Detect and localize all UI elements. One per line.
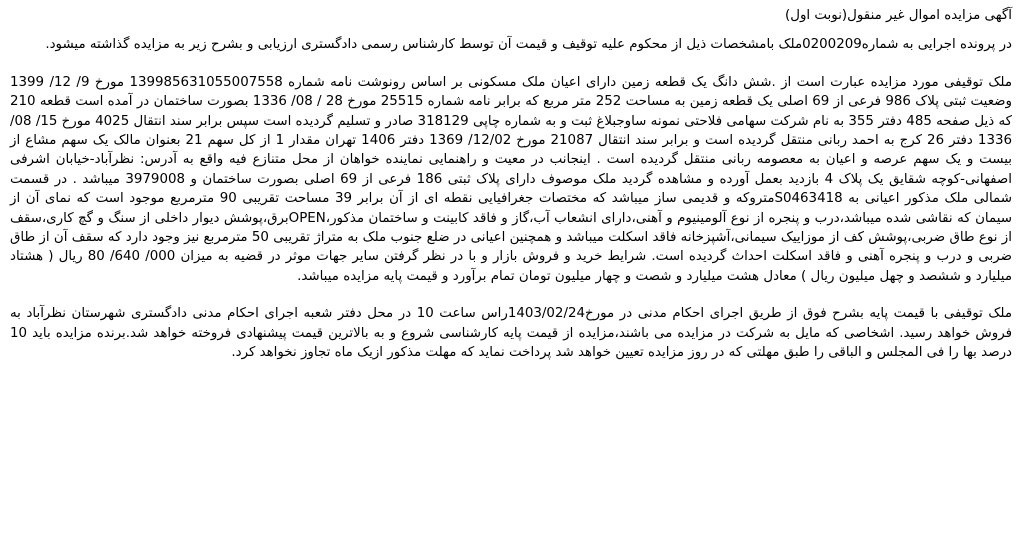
notice-paragraph-property-description: ملک توقیفی مورد مزایده عبارت است از .شش دانگ یک قطعه زمین دارای اعیان ملک مسکونی بر اساس رونوشت نامه شماره 13998563105500755‌8 مورخ 9/ 12/ 1399 وضعیت ثبتی پلاک 986 فرعی از 69 اصلی یک قطعه زمین به مساحت 252 متر مربع که برابر نامه شماره 25515 مورخ 28 / 08/ 1336 بصورت ساختمان در آمده است قطعه 210 که ذیل صفحه 485 دفتر 355 به نام شرکت سهامی فلاحتی نمونه ساوجبلاغ ثبت و به شماره چاپی 318129 صادر و تسلیم گردیده است سپس برابر سند انتقال 4025 مورخ 15/ 08/ 1336 دفتر 26 کرج به احمد ربانی منتقل گردیده است و برابر سند انتقال 21087 مورخ 12/02/ 1369 دفتر 1406 تهران مقدار 1 از کل سهم 21 بعنوان مالک یک سهم مشاع از بیست و یک سهم عرصه و اعیان به معصومه ربانی منتقل گردیده است . اینجانب در معیت و راهنمایی نماینده خواهان از محل متنازع فیه واقع به آدرس: نظرآباد-خیابان اشرفی اصفهانی-کوچه شقایق یک پلاک 4 بازدید بعمل آورده و مشاهده گردید ملک موصوف دارای پلاک ثبتی 186 فرعی از 69 اصلی بصورت ساختمان و 3979008 میباشد . در قسمت شمالی ملک مذکور اعیانی به S0463418متروکه و قدیمی ساز میباشد که مختصات جغرافیایی نقطه ای از آن برابر 39 مساحت تقریبی 90 مترمربع موجود است که نمای آن از سیمان که نقاشی شده میباشد،درب و پنجره از نوع آلومینیوم و آهنی،دارای انشعاب آب،گاز و فاقد کابینت و ساختمان مذکور،OPENبرق،پوشش دیوار داخلی از سنگ و گچ کاری،سقف از نوع طاق ضربی،پوشش کف از موزاییک سیمانی،آشپزخانه فاقد اسکلت میباشد و همچنین اعیانی در ضلع جنوب ملک به متراژ تقریبی 50 مترمربع نیز وجود دارد که سقف آن از طاق ضربی و درب و پنجره آهنی و فاقد اسکلت احداث گردیده است. شرایط خرید و فروش بازار و با در نظر گرفتن سایر جهات موثر در قضیه به میزان 000/ 640/ 80 ریال ( هشتاد میلیارد و ششصد و چهل میلیون ریال ) معادل هشت میلیارد و شصت و چهار میلیون تومان تمام برآورد و قیمت پایه مزایده میباشد. (10, 74, 1013, 284)
notice-paragraph-auction-terms: ملک توقیفی با قیمت پایه بشرح فوق از طریق اجرای احکام مدنی در مورخ1403/02/24راس ساعت 10 در محل دفتر شعبه اجرای احکام مدنی دادگستری شهرستان نظرآباد به فروش خواهد رسید. اشخاصی که مایل به شرکت در مزایده می باشند،مزایده از قیمت پایه کارشناسی شروع و به بالاترین قیمت پیشنهادی فروخته خواهد شد.برنده مزایده باید 10 درصد بها را فی المجلس و الباقی را طبق مهلتی که در روز مزایده تعیین خواهد شد پرداخت نماید که مهلت مذکور ازیک ماه تجاوز نخواهد کرد. (10, 306, 1013, 361)
notice-title: آگهی مزایده اموال غیر منقول(نوبت اول) (785, 8, 1012, 23)
notice-paragraph-case: در پرونده اجرایی به شماره0200209ملک بامشخصات ذیل از محکوم علیه توقیف و قیمت آن توسط کارشناس رسمی دادگستری ارزیابی و بشرح زیر به مزایده گذاشته میشود. (45, 37, 1012, 53)
